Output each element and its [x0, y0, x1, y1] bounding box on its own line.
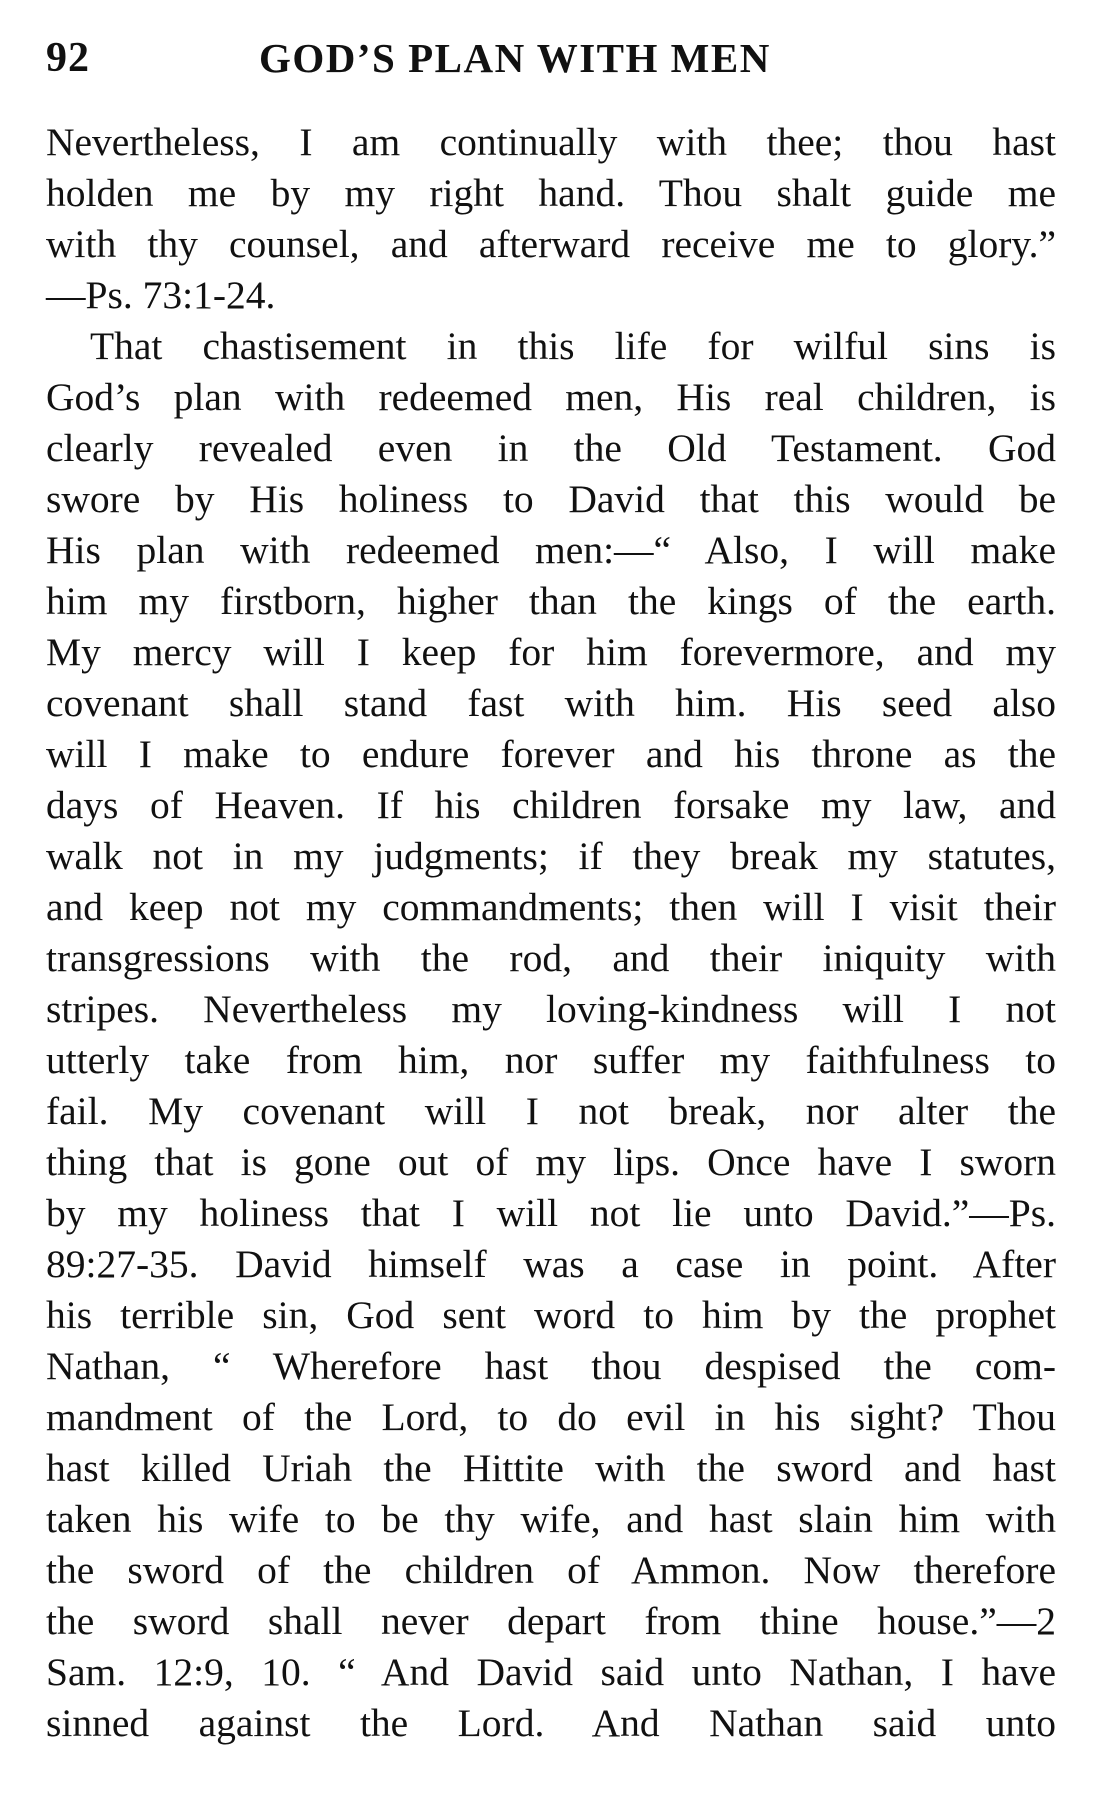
- text-line: mandment of the Lord, to do evil in his sight? Thou: [46, 1395, 1056, 1439]
- text-line: by my holiness that I will not lie unto David.”—Ps.: [46, 1191, 1056, 1235]
- text-line: God’s plan with redeemed men, His real children, is: [46, 375, 1056, 419]
- text-line: will I make to endure forever and his throne as the: [46, 732, 1056, 776]
- text-line: Nathan, “ Wherefore hast thou despised the com-: [46, 1344, 1056, 1388]
- text-line: fail. My covenant will I not break, nor alter the: [46, 1089, 1056, 1133]
- text-line: utterly take from him, nor suffer my faithfulness to: [46, 1038, 1056, 1082]
- text-line: thing that is gone out of my lips. Once have I sworn: [46, 1140, 1056, 1184]
- text-line: My mercy will I keep for him forevermore, and my: [46, 630, 1056, 674]
- text-line: covenant shall stand fast with him. His seed also: [46, 681, 1056, 725]
- text-line: stripes. Nevertheless my loving-kindness will I not: [46, 987, 1056, 1031]
- text-line: walk not in my judgments; if they break my statutes,: [46, 834, 1056, 878]
- running-title: GOD’S PLAN WITH MEN: [259, 35, 771, 81]
- text-line: with thy counsel, and afterward receive me to glory.”: [46, 222, 1056, 266]
- text-line: clearly revealed even in the Old Testament. God: [46, 426, 1056, 470]
- body-text: [46, 117, 1056, 1749]
- text-line: holden me by my right hand. Thou shalt guide me: [46, 171, 1056, 215]
- text-line: him my firstborn, higher than the kings of the earth.: [46, 579, 1056, 623]
- text-line: transgressions with the rod, and their iniquity with: [46, 936, 1056, 980]
- text-line: Nevertheless, I am continually with thee; thou hast: [46, 120, 1056, 164]
- text-line: Sam. 12:9, 10. “ And David said unto Nathan, I have: [46, 1650, 1056, 1694]
- text-line: his terrible sin, God sent word to him by the prophet: [46, 1293, 1056, 1337]
- text-line: swore by His holiness to David that this would be: [46, 477, 1056, 521]
- text-line: the sword shall never depart from thine house.”—2: [46, 1599, 1056, 1643]
- text-line: sinned against the Lord. And Nathan said unto: [46, 1701, 1056, 1745]
- text-line: That chastisement in this life for wilful sins is: [90, 324, 1056, 368]
- text-line: the sword of the children of Ammon. Now therefore: [46, 1548, 1056, 1592]
- running-head: [46, 28, 1056, 88]
- text-line: taken his wife to be thy wife, and hast slain him with: [46, 1497, 1056, 1541]
- text-line: 89:27-35. David himself was a case in point. After: [46, 1242, 1056, 1286]
- text-line: hast killed Uriah the Hittite with the sword and hast: [46, 1446, 1056, 1490]
- text-line: and keep not my commandments; then will I visit their: [46, 885, 1056, 929]
- text-line: days of Heaven. If his children forsake my law, and: [46, 783, 1056, 827]
- text-line: —Ps. 73:1-24.: [46, 273, 276, 317]
- text-line: His plan with redeemed men:—“ Also, I will make: [46, 528, 1056, 572]
- page-number: 92: [46, 35, 90, 81]
